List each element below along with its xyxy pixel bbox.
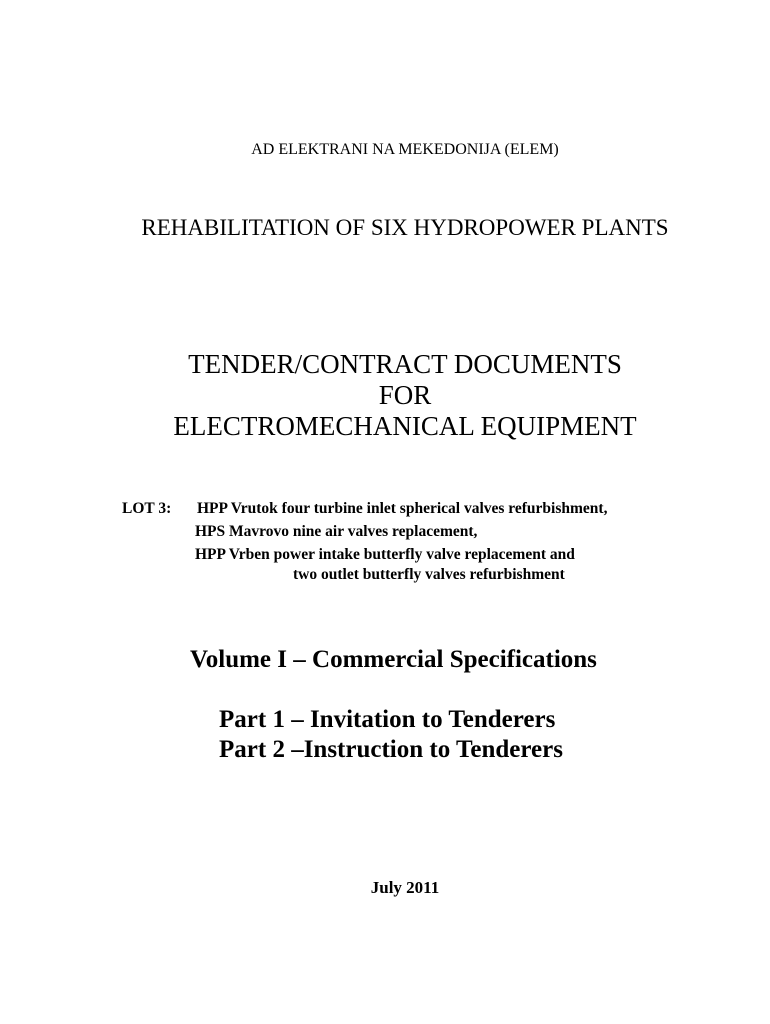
lot-line: HPP Vrben power intake butterfly valve replacement and (195, 546, 575, 563)
project-title: REHABILITATION OF SIX HYDROPOWER PLANTS (141, 215, 669, 240)
lot-label: LOT 3: (122, 500, 172, 517)
doc-title-line-3: ELECTROMECHANICAL EQUIPMENT (173, 411, 637, 441)
lot-line: HPP Vrutok four turbine inlet spherical valves refurbishment, (197, 500, 608, 517)
document-date: July 2011 (370, 878, 440, 897)
doc-title-line-2: FOR (378, 380, 432, 410)
part-2: Part 2 –Instruction to Tenderers (219, 736, 563, 763)
lot-line: HPS Mavrovo nine air valves replacement, (195, 523, 478, 540)
part-1: Part 1 – Invitation to Tenderers (219, 706, 556, 733)
volume-title: Volume I – Commercial Specifications (190, 646, 597, 673)
company-name: AD ELEKTRANI NA MEKEDONIJA (ELEM) (251, 141, 559, 158)
doc-title-line-1: TENDER/CONTRACT DOCUMENTS (188, 349, 622, 379)
lot-line: two outlet butterfly valves refurbishment (293, 566, 565, 583)
